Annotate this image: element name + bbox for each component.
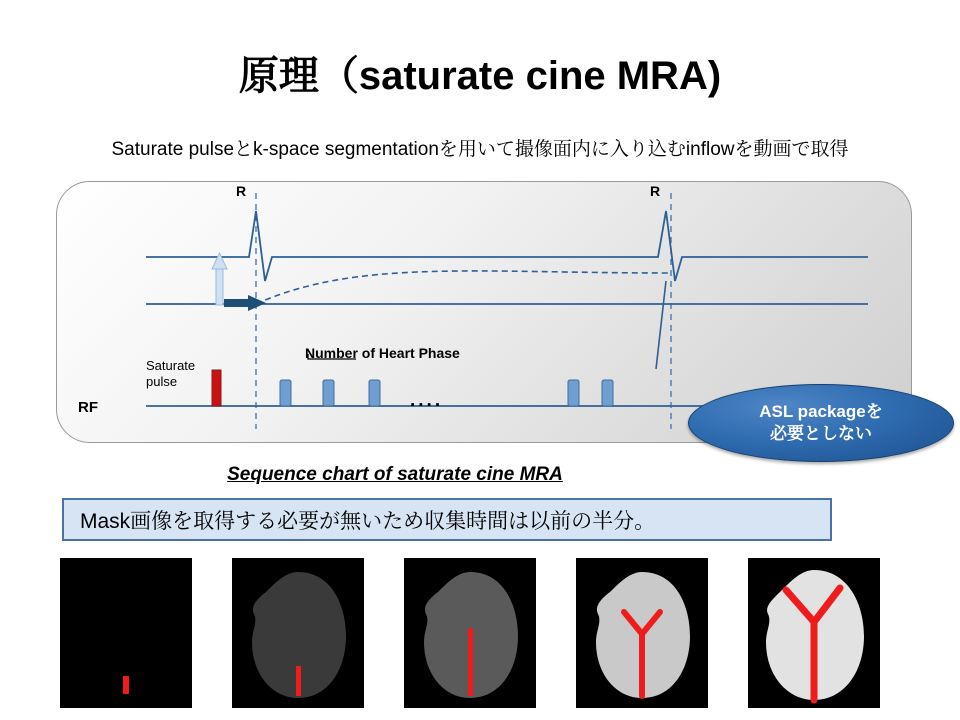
rf-blip xyxy=(369,380,380,406)
rf-blip xyxy=(323,380,334,406)
mra-frame-3 xyxy=(404,558,536,708)
vessel-shape xyxy=(296,666,301,696)
page-title: 原理（saturate cine MRA) xyxy=(238,54,722,98)
rf-blip xyxy=(602,380,613,406)
saturate-pulse-label-line1: Saturate xyxy=(146,358,196,373)
chart-caption: Sequence chart of saturate cine MRA xyxy=(227,464,563,485)
saturate-pulse-label-line2: pulse xyxy=(146,374,178,389)
rf-blip xyxy=(568,380,579,406)
saturate-pulse-label xyxy=(146,358,195,390)
vessel-shape xyxy=(123,676,129,694)
mra-frame-1 xyxy=(60,558,192,708)
ellipsis-label: .... xyxy=(410,390,444,411)
asl-package-callout xyxy=(688,384,954,462)
callout-line-2: 必要としない xyxy=(770,424,872,443)
right-arrow-icon xyxy=(224,295,266,311)
vessel-shape xyxy=(468,628,473,696)
heart-phase-label: Number of Heart Phase xyxy=(305,345,460,361)
mra-frame-4 xyxy=(576,558,708,708)
r-wave-label-1: R xyxy=(236,183,247,199)
saturate-pulse-bar xyxy=(212,370,221,406)
ecg-tail xyxy=(656,281,666,369)
mra-frame-5 xyxy=(748,558,880,708)
rf-blip xyxy=(280,380,291,406)
mask-image-banner: Mask画像を取得する必要が無いため収集時間は以前の半分。 xyxy=(62,498,832,541)
recovery-curve xyxy=(256,271,668,304)
r-wave-label-2: R xyxy=(650,183,661,199)
subtitle-text: Saturate pulseとk-space segmentationを用いて撮像面内に入り込むinflowを動画で取得 xyxy=(111,139,849,160)
mra-image-strip xyxy=(60,558,900,708)
callout-line-1: ASL packageを xyxy=(759,402,883,421)
mra-frame-2 xyxy=(232,558,364,708)
rf-axis-label: RF xyxy=(78,399,98,416)
up-arrow-icon xyxy=(212,253,227,305)
